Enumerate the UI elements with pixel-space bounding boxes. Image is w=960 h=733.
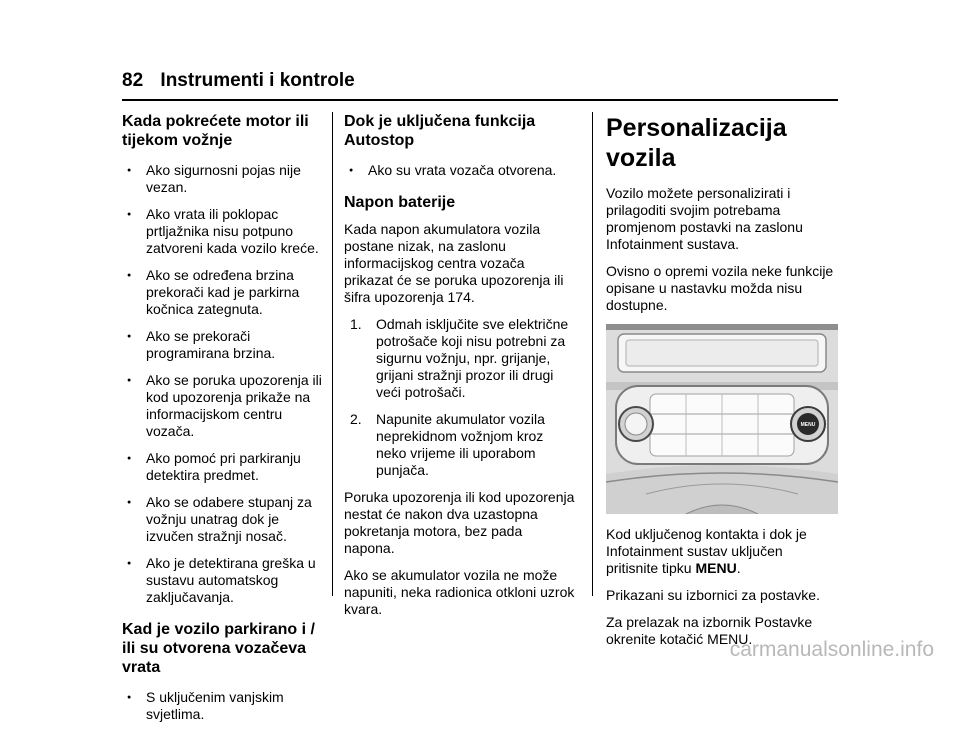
step-number: 1. xyxy=(350,316,362,332)
numbered-step xyxy=(344,316,576,401)
bullet-item xyxy=(122,372,322,440)
page-header xyxy=(122,70,355,92)
bullet-text: Ako sigurnosni pojas nije vezan. xyxy=(146,162,301,195)
bullet-icon: ● xyxy=(127,377,132,384)
step-text: Napunite akumulator vozila neprekidnom vožnjom kroz neko vrijeme ili uporabom punjača. xyxy=(376,411,545,478)
personalization-paragraph-5: Za prelazak na izbornik Postavke okrenite kotačić MENU. xyxy=(606,614,813,647)
bullet-icon: ● xyxy=(127,694,132,701)
bullet-item xyxy=(122,450,322,484)
bullet-text: Ako se prekorači programirana brzina. xyxy=(146,328,276,361)
numbered-step xyxy=(344,411,576,479)
battery-paragraph-3: Ako se akumulator vozila ne može napuniti, neka radionica otkloni uzrok kvara. xyxy=(344,567,575,617)
bullet-list-autostop xyxy=(344,162,576,179)
bullet-icon: ● xyxy=(127,333,132,340)
step-number: 2. xyxy=(350,411,362,427)
step-text: Odmah isključite sve električne potrošače koji nisu potrebni za sigurnu vožnju, npr. grijanje, grijani stražnji prozor ili drugi veći potrošači. xyxy=(376,316,569,400)
bullet-icon: ● xyxy=(127,167,132,174)
column-divider-2 xyxy=(592,112,593,596)
section-heading-vehicle-parked: Kad je vozilo parkirano i / ili su otvorena vozačeva vrata xyxy=(122,621,315,676)
personalization-paragraph-4: Prikazani su izbornici za postavke. xyxy=(606,587,820,603)
bullet-icon: ● xyxy=(127,455,132,462)
bullet-item xyxy=(344,162,576,179)
bullet-text: S uključenim vanjskim svjetlima. xyxy=(146,689,284,722)
column-divider-1 xyxy=(332,112,333,596)
page-number: 82 xyxy=(122,70,144,91)
menu-knob-label: MENU xyxy=(800,422,816,428)
personalization-paragraph-3: Kod uključenog kontakta i dok je Infotainment sustav uključen pritisnite tipku MENU. xyxy=(606,526,807,576)
bullet-list-vehicle-parked xyxy=(122,689,322,723)
section-heading-autostop: Dok je uključena funkcija Autostop xyxy=(344,113,536,149)
section-heading-battery-voltage: Napon baterije xyxy=(344,194,456,211)
bullet-item xyxy=(122,162,322,196)
section-title-personalization: Personalizacija vozila xyxy=(606,114,787,172)
bullet-text: Ako su vrata vozača otvorena. xyxy=(368,162,557,178)
bullet-text: Ako je detektirana greška u sustavu automatskog zaključavanja. xyxy=(146,555,316,605)
bullet-list-starting-engine xyxy=(122,162,322,606)
bullet-icon: ● xyxy=(127,272,132,279)
bullet-item xyxy=(122,206,322,257)
bullet-item xyxy=(122,689,322,723)
column-3 xyxy=(606,112,838,658)
bullet-icon: ● xyxy=(127,499,132,506)
infotainment-panel-illustration xyxy=(606,324,838,514)
numbered-steps xyxy=(344,316,576,479)
bullet-item xyxy=(122,555,322,606)
battery-paragraph-2: Poruka upozorenja ili kod upozorenja nestat će nakon dva uzastopna pokretanja motora, bez pada napona. xyxy=(344,489,575,556)
bullet-item xyxy=(122,267,322,318)
menu-keyword: MENU xyxy=(695,560,737,576)
header-rule xyxy=(122,99,838,101)
column-2 xyxy=(344,112,576,628)
bullet-icon: ● xyxy=(349,167,354,174)
watermark: carmanualsonline.info xyxy=(729,638,934,661)
bullet-text: Ako pomoć pri parkiranju detektira predmet. xyxy=(146,450,301,483)
battery-paragraph-1: Kada napon akumulatora vozila postane nizak, na zaslonu informacijskog centra vozača prikazat će se poruka upozorenja ili šifra upozorenja 174. xyxy=(344,221,564,305)
section-heading-starting-engine: Kada pokrećete motor ili tijekom vožnje xyxy=(122,113,309,149)
bullet-text: Ako se poruka upozorenja ili kod upozorenja prikaže na informacijskom centru vozača. xyxy=(146,372,322,439)
bullet-icon: ● xyxy=(127,211,132,218)
page-header-title: Instrumenti i kontrole xyxy=(160,70,355,91)
bullet-text: Ako vrata ili poklopac prtljažnika nisu potpuno zatvoreni kada vozilo kreće. xyxy=(146,206,319,256)
bullet-item xyxy=(122,328,322,362)
personalization-paragraph-2: Ovisno o opremi vozila neke funkcije opisane u nastavku možda nisu dostupne. xyxy=(606,263,834,313)
bullet-text: Ako se odabere stupanj za vožnju unatrag dok je izvučen stražnji nosač. xyxy=(146,494,312,544)
bullet-icon: ● xyxy=(127,560,132,567)
bullet-text: Ako se određena brzina prekorači kad je parkirna kočnica zategnuta. xyxy=(146,267,300,317)
bullet-item xyxy=(122,494,322,545)
column-1 xyxy=(122,112,322,733)
personalization-paragraph-1: Vozilo možete personalizirati i prilagoditi svojim potrebama promjenom postavki na zaslonu Infotainment sustava. xyxy=(606,185,803,252)
